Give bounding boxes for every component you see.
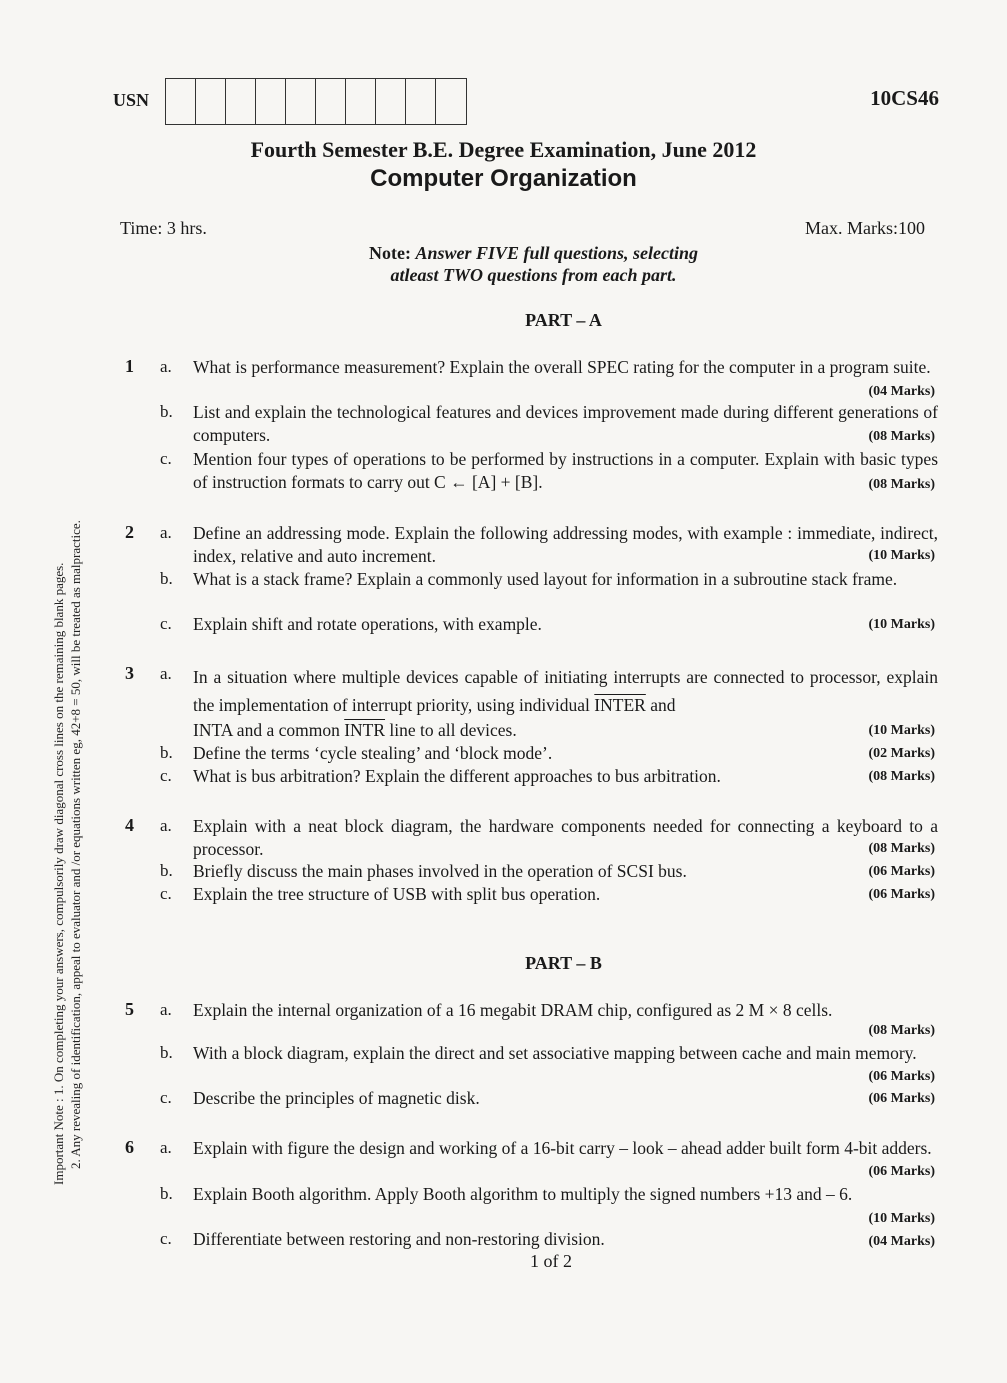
marks: (06 Marks) [868,864,935,879]
marks: (08 Marks) [868,769,935,784]
question-text-part: In a situation where multiple devices capable of initiating interrupts are connected to processor, explain the implementation of interrupt priority, using individual [193,667,938,715]
usn-box [316,79,346,124]
intr-signal: INTR [344,720,386,740]
marks: (08 Marks) [868,1023,935,1038]
question-number: 6 [125,1137,134,1157]
question-text: Explain with a neat block diagram, the hardware components needed for connecting a keyboard to a processor. [193,816,938,859]
question-number: 4 [125,815,134,835]
instructions-note [0,242,1007,286]
part-b-heading: PART – B [525,953,602,973]
subquestion-label: b. [160,1184,173,1203]
marks: (06 Marks) [868,1069,935,1084]
question-text: Describe the principles of magnetic disk. [193,1088,480,1108]
question-text: With a block diagram, explain the direct and set associative mapping between cache and main memory. [193,1043,917,1063]
question-number: 3 [125,663,134,683]
usn-boxes [165,78,467,125]
subquestion-label: b. [160,1043,173,1062]
marks: (02 Marks) [868,746,935,761]
question-text: Define an addressing mode. Explain the following addressing modes, with example : immediate, indirect, index, relative and auto increment. [193,523,938,566]
usn-box [286,79,316,124]
subquestion-label: a. [160,816,172,835]
subquestion-label: b. [160,861,173,880]
subquestion-label: c. [160,614,172,633]
question-text [193,663,938,719]
question-text: Define the terms ‘cycle stealing’ and ‘block mode’. [193,743,553,763]
usn-box [436,79,466,124]
page-number: 1 of 2 [530,1251,572,1271]
usn-box [376,79,406,124]
question-text-part: INTA and a common [193,720,340,740]
subquestion-label: b. [160,743,173,762]
usn-box [166,79,196,124]
question-text: Explain with figure the design and working of a 16-bit carry – look – ahead adder built form 4-bit adders. [193,1138,932,1158]
marks: (08 Marks) [868,429,935,444]
max-marks: Max. Marks:100 [805,218,925,238]
marks: (10 Marks) [868,617,935,632]
subquestion-label: a. [160,523,172,542]
exam-title: Fourth Semester B.E. Degree Examination, June 2012 [250,137,757,162]
question-text-part: and [650,695,676,715]
marks: (06 Marks) [868,1091,935,1106]
subquestion-label: a. [160,1000,172,1019]
subquestion-label: a. [160,664,172,683]
question-text: List and explain the technological features and devices improvement made during different generations of computers. [193,402,938,445]
question-text: What is a stack frame? Explain a commonly used layout for information in a subroutine stack frame. [193,569,898,589]
question-number: 5 [125,999,134,1019]
marks: (06 Marks) [868,887,935,902]
marks: (10 Marks) [868,1211,935,1226]
question-text: Mention four types of operations to be performed by instructions in a computer. Explain with basic types of instruction formats to carry out C ← [A] + [B]. [193,449,938,492]
question-text: Explain Booth algorithm. Apply Booth algorithm to multiply the signed numbers +13 and – 6. [193,1184,853,1204]
subquestion-label: c. [160,1088,172,1107]
usn-label: USN [113,90,150,110]
marks: (06 Marks) [868,1164,935,1179]
marks: (04 Marks) [868,384,935,399]
usn-box [406,79,436,124]
marks: (10 Marks) [868,548,935,563]
marks: (04 Marks) [868,1234,935,1249]
note-line-1: Answer FIVE full questions, selecting [415,243,699,263]
question-text: What is bus arbitration? Explain the different approaches to bus arbitration. [193,766,721,786]
subquestion-label: a. [160,1138,172,1157]
subquestion-label: a. [160,357,172,376]
usn-box [196,79,226,124]
question-number: 1 [125,356,134,376]
subquestion-label: c. [160,1229,172,1248]
exam-time: Time: 3 hrs. [120,218,207,238]
question-text: Explain shift and rotate operations, with example. [193,614,542,634]
marks: (08 Marks) [868,841,935,856]
usn-box [256,79,286,124]
inter-signal: INTER [594,695,646,715]
subquestion-label: c. [160,449,172,468]
question-text: Explain the tree structure of USB with split bus operation. [193,884,601,904]
side-important-note [50,285,84,1185]
subquestion-label: b. [160,402,173,421]
question-text: Differentiate between restoring and non-restoring division. [193,1229,605,1249]
question-text: Briefly discuss the main phases involved in the operation of SCSI bus. [193,861,687,881]
question-text-continued [193,719,938,742]
part-a-heading: PART – A [525,310,602,330]
marks: (08 Marks) [868,477,935,492]
subquestion-label: b. [160,569,173,588]
side-note-line-1: Important Note : 1. On completing your answers, compulsorily draw diagonal cross lines on the remaining blank pages. [51,562,66,1185]
side-note-line-2: 2. Any revealing of identification, appeal to evaluator and /or equations written eg, 42+8 = 50, will be treated as malpractice. [68,520,83,1169]
question-text-part: line to all devices. [389,720,517,740]
course-code: 10CS46 [870,86,939,110]
usn-box [346,79,376,124]
question-text: Explain the internal organization of a 16 megabit DRAM chip, configured as 2 M × 8 cells. [193,1000,833,1020]
subquestion-label: c. [160,766,172,785]
marks: (10 Marks) [868,723,935,738]
usn-box [226,79,256,124]
question-number: 2 [125,522,134,542]
subject-title: Computer Organization [370,165,637,192]
note-line-2: atleast TWO questions from each part. [390,265,677,285]
subquestion-label: c. [160,884,172,903]
question-text: What is performance measurement? Explain the overall SPEC rating for the computer in a program suite. [193,357,931,377]
note-label: Note: [368,243,411,263]
